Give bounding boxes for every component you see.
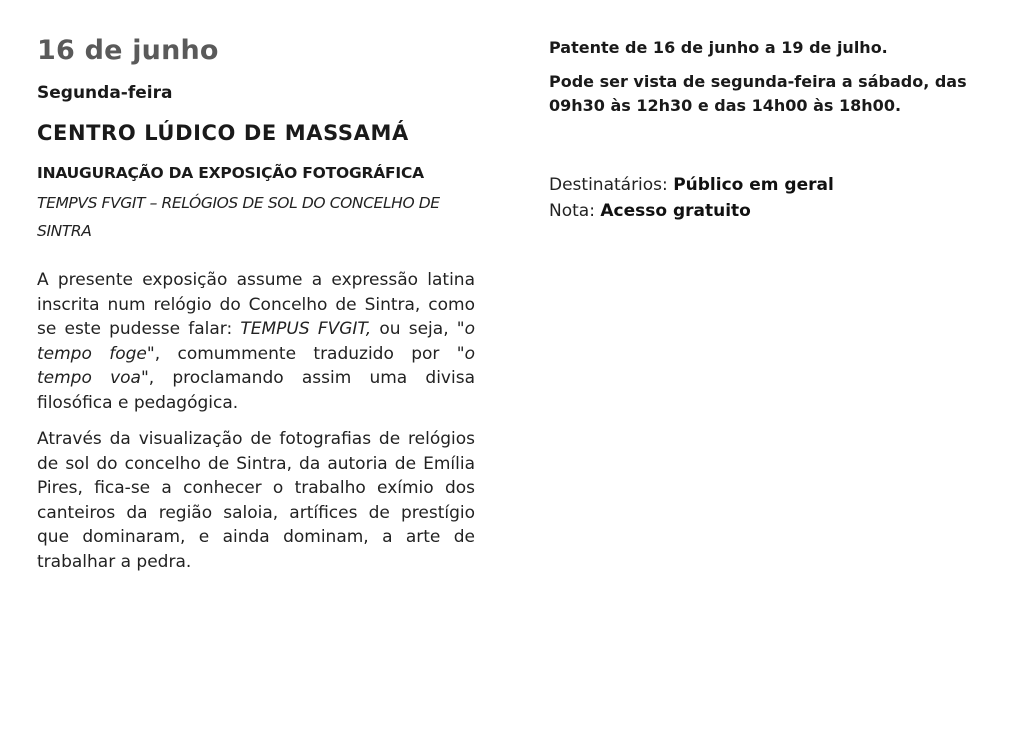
description-emphasis: TEMPUS FVGIT, [240,319,372,339]
venue-name: CENTRO LÚDICO DE MASSAMÁ [37,121,409,145]
event-subtitle: TEMPVS FVGIT – RELÓGIOS DE SOL DO CONCELHO DE SINTRA [37,194,440,240]
event-weekday: Segunda-feira [37,83,173,103]
note-row [549,198,989,224]
audience-row [549,172,989,198]
description-paragraph-2: Através da visualização de fotografias de relógios de sol do concelho de Sintra, da autoria de Emília Pires, fica-se a conhecer o trabalho exímio dos canteiros da região saloia, artífices de prestígio que dominaram, e ainda dominam, a arte de trabalhar a pedra. [37,429,475,572]
description-emphasis: o tempo foge [37,319,475,364]
description-emphasis: o tempo voa [37,343,476,388]
description-text: A presente exposição assume a expressão latina inscrita num relógio do Concelho de Sintra, como se este pudesse falar: [37,270,475,339]
description-paragraph-1 [37,268,475,415]
note-label: Nota: [549,201,595,221]
note-value: Acesso gratuito [600,201,751,221]
right-column [549,36,989,224]
description-text: ou seja, " [371,319,465,339]
left-column [37,34,475,574]
audience-value: Público em geral [673,175,834,195]
description-text: ", proclamando assim uma divisa filosófica e pedagógica. [37,368,475,413]
event-title: INAUGURAÇÃO DA EXPOSIÇÃO FOTOGRÁFICA [37,164,424,182]
event-meta [549,172,989,224]
event-date: 16 de junho [37,35,219,66]
audience-label: Destinatários: [549,175,668,195]
description-text: ", comummente traduzido por " [146,343,465,364]
exhibition-period: Patente de 16 de junho a 19 de julho. [549,38,888,57]
opening-hours: Pode ser vista de segunda-feira a sábado, das 09h30 às 12h30 e das 14h00 às 18h00. [549,72,967,115]
